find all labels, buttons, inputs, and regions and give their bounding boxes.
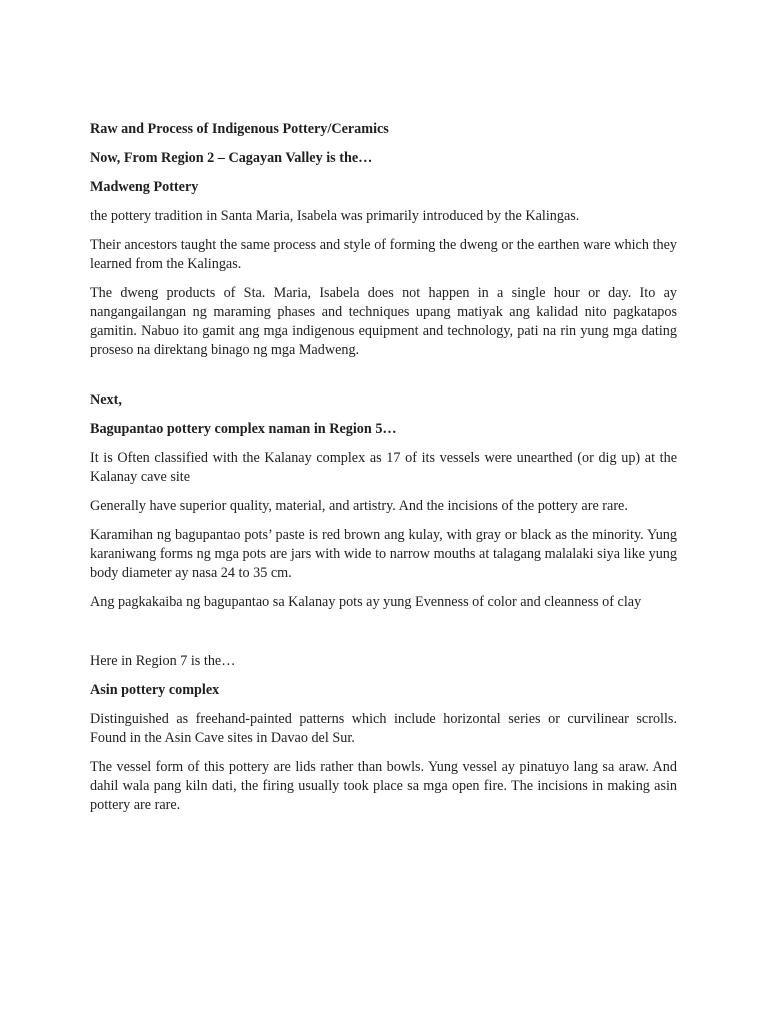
paragraph: Generally have superior quality, material, and artistry. And the incisions of the pottery are rare. bbox=[90, 498, 628, 514]
section-heading-madweng: Madweng Pottery bbox=[90, 179, 199, 195]
section-heading-bagupantao: Bagupantao pottery complex naman in Region 5… bbox=[90, 421, 397, 437]
paragraph: Their ancestors taught the same process and style of forming the dweng or the earthen ware which they learned from the Kalingas. bbox=[90, 237, 677, 272]
paragraph: the pottery tradition in Santa Maria, Isabela was primarily introduced by the Kalingas. bbox=[90, 208, 580, 224]
section-heading-asin: Asin pottery complex bbox=[90, 682, 220, 698]
paragraph: The dweng products of Sta. Maria, Isabela does not happen in a single hour or day. Ito ay nangangailangan ng maraming phases and techniques upang matiyak ang kalidad nito pagkatapos gamitin. Nabuo ito gamit ang mga indigenous equipment and technology, pati na rin yung mga dating proseso na direktang binago ng mga Madweng. bbox=[90, 285, 677, 358]
paragraph: Distinguished as freehand-painted patterns which include horizontal series or curvilinear scrolls. Found in the Asin Cave sites in Davao del Sur. bbox=[90, 711, 677, 746]
paragraph: It is Often classified with the Kalanay complex as 17 of its vessels were unearthed (or dig up) at the Kalanay cave site bbox=[90, 450, 677, 485]
paragraph: Ang pagkakaiba ng bagupantao sa Kalanay pots ay yung Evenness of color and cleanness of clay bbox=[90, 594, 642, 610]
section-intro-region-7: Here in Region 7 is the… bbox=[90, 653, 236, 669]
paragraph: Karamihan ng bagupantao pots’ paste is red brown ang kulay, with gray or black as the minority. Yung karaniwang forms ng mga pots are jars with wide to narrow mouths at talagang malalaki siya like yung body diameter ay nasa 24 to 35 cm. bbox=[90, 527, 677, 581]
section-intro-next: Next, bbox=[90, 392, 122, 408]
document-body bbox=[90, 120, 677, 825]
section-intro-region-2: Now, From Region 2 – Cagayan Valley is the… bbox=[90, 150, 373, 166]
paragraph: The vessel form of this pottery are lids rather than bowls. Yung vessel ay pinatuyo lang sa araw. And dahil wala pang kiln dati, the firing usually took place sa mga open fire. The incisions in making asin pottery are rare. bbox=[90, 759, 677, 813]
document-title: Raw and Process of Indigenous Pottery/Ceramics bbox=[90, 121, 389, 137]
